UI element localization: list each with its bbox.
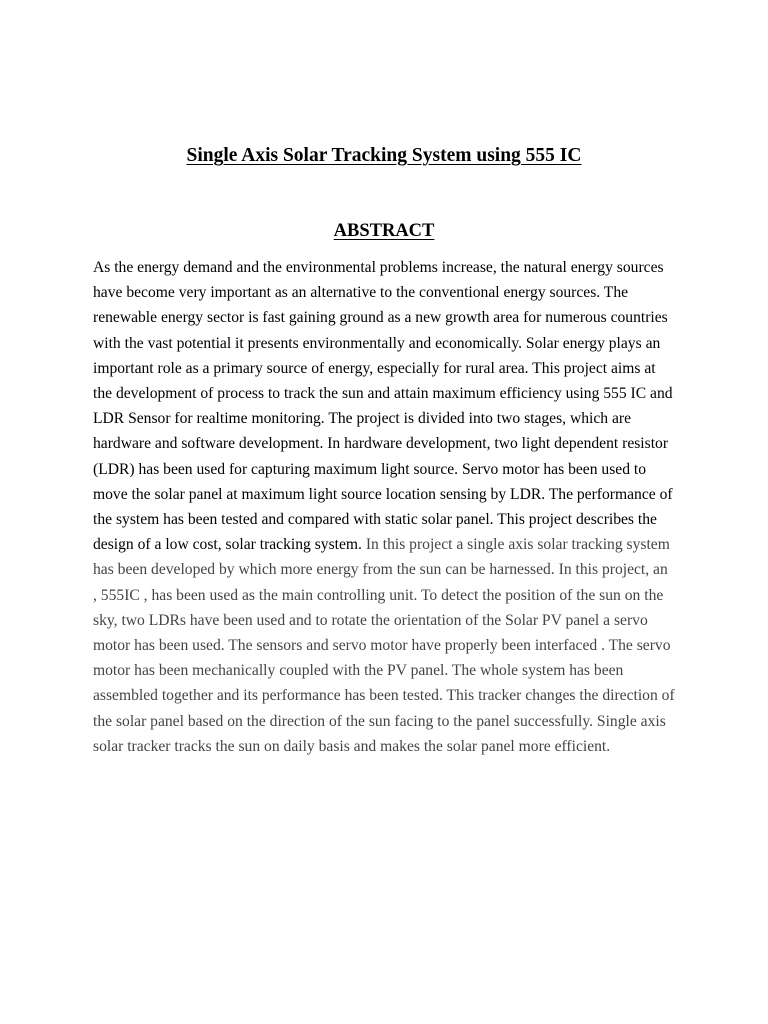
abstract-continued-text: In this project a single axis solar tracking system has been developed by which more energy from the sun can be harnessed. In this project, an , 555IC , has been used as the main controlling unit. To detect the position of the sun on the sky, two LDRs have been used and to rotate the orientation of the Solar PV panel a servo motor has been used. The sensors and servo motor have properly been interfaced . The servo motor has been mechanically coupled with the PV panel. The whole system has been assembled together and its performance has been tested. This tracker changes the direction of the solar panel based on the direction of the sun facing to the panel successfully. Single axis solar tracker tracks the sun on daily basis and makes the solar panel more efficient. bbox=[93, 536, 675, 755]
document-title: Single Axis Solar Tracking System using 555 IC bbox=[186, 145, 582, 166]
abstract-heading: ABSTRACT bbox=[333, 221, 435, 241]
abstract-paragraph bbox=[93, 255, 675, 759]
abstract-main-text: As the energy demand and the environmental problems increase, the natural energy sources have become very important as an alternative to the conventional energy sources. The renewable energy sector is fast gaining ground as a new growth area for numerous countries with the vast potential it presents environmentally and economically. Solar energy plays an important role as a primary source of energy, especially for rural area. This project aims at the development of process to track the sun and attain maximum efficiency using 555 IC and LDR Sensor for realtime monitoring. The project is divided into two stages, which are hardware and software development. In hardware development, two light dependent resistor (LDR) has been used for capturing maximum light source. Servo motor has been used to move the solar panel at maximum light source location sensing by LDR. The performance of the system has been tested and compared with static solar panel. This project describes the design of a low cost, solar tracking system. bbox=[93, 259, 673, 554]
